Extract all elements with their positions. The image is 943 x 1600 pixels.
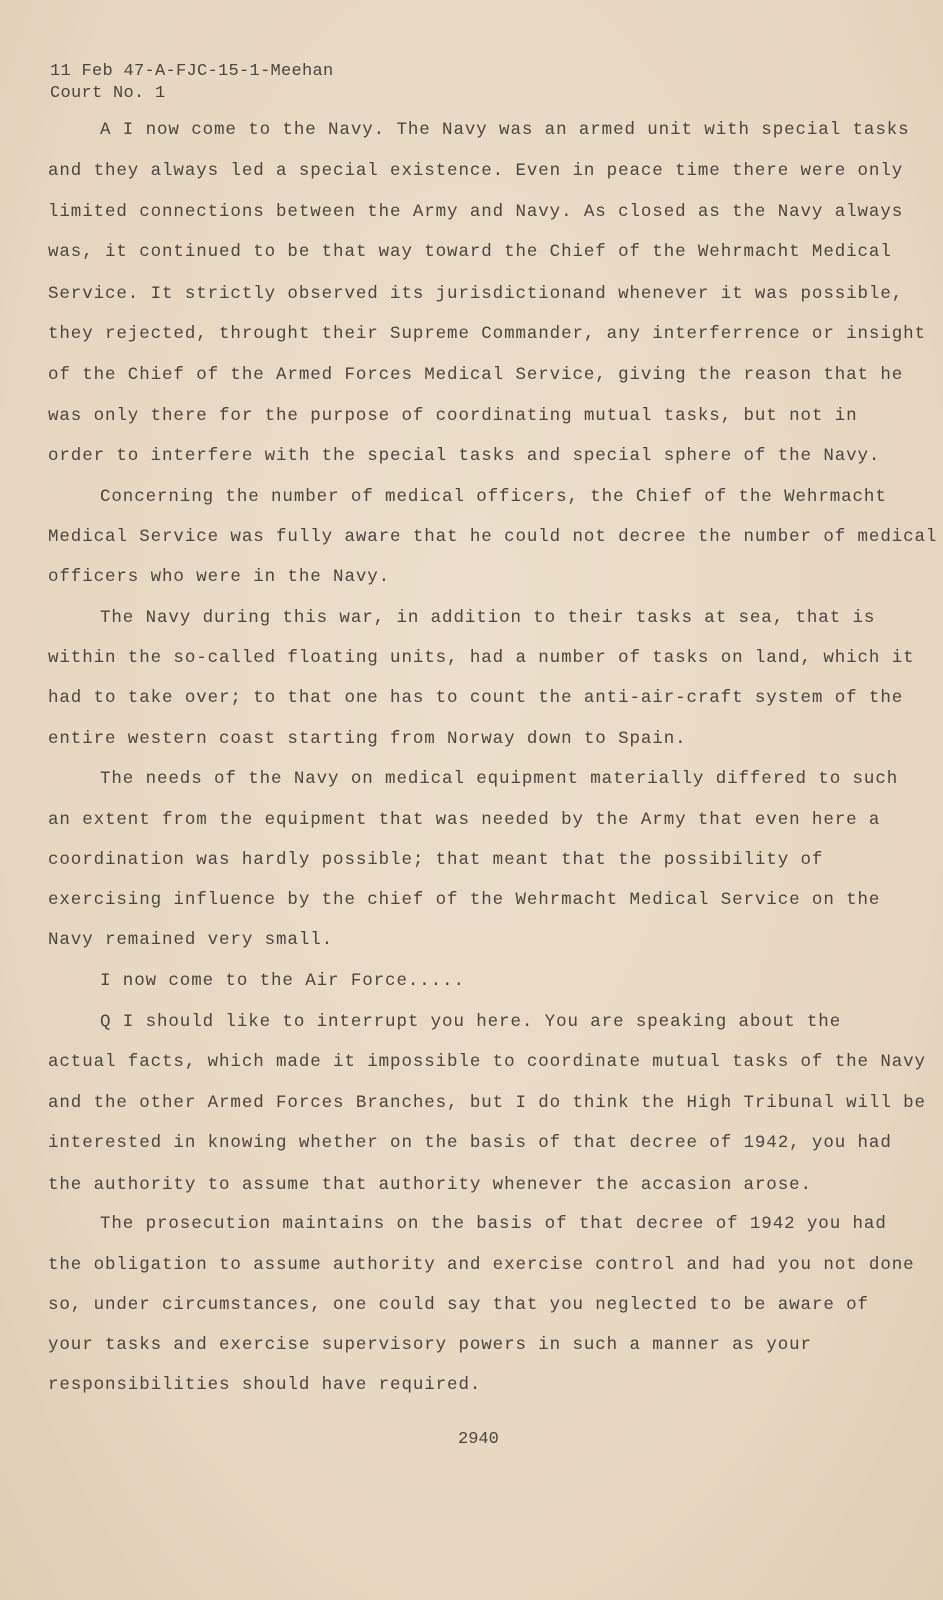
page-number: 2940 bbox=[458, 1430, 499, 1449]
text-line: The prosecution maintains on the basis of that decree of 1942 you had bbox=[100, 1214, 887, 1234]
text-line: interested in knowing whether on the basis of that decree of 1942, you had bbox=[48, 1133, 892, 1153]
text-line: Concerning the number of medical officers, the Chief of the Wehrmacht bbox=[100, 487, 887, 507]
text-line: exercising influence by the chief of the Wehrmacht Medical Service on the bbox=[48, 890, 881, 910]
text-line: The Navy during this war, in addition to their tasks at sea, that is bbox=[100, 608, 876, 628]
text-line: coordination was hardly possible; that meant that the possibility of bbox=[48, 850, 824, 870]
text-line: responsibilities should have required. bbox=[48, 1375, 482, 1395]
text-line: was, it continued to be that way toward the Chief of the Wehrmacht Medical bbox=[48, 242, 892, 262]
text-line: an extent from the equipment that was needed by the Army that even here a bbox=[48, 810, 881, 830]
text-line: I now come to the Air Force..... bbox=[100, 971, 465, 991]
text-line: so, under circumstances, one could say that you neglected to be aware of bbox=[48, 1295, 869, 1315]
text-line: Q I should like to interrupt you here. You are speaking about the bbox=[100, 1012, 842, 1032]
text-line: within the so-called floating units, had a number of tasks on land, which it bbox=[48, 648, 915, 668]
text-line: order to interfere with the special tasks and special sphere of the Navy. bbox=[48, 446, 881, 466]
text-line: they rejected, throught their Supreme Commander, any interferrence or insight bbox=[48, 324, 926, 344]
text-line: the obligation to assume authority and exercise control and had you not done bbox=[48, 1255, 915, 1275]
text-line: Service. It strictly observed its jurisdictionand whenever it was possible, bbox=[48, 284, 904, 304]
text-line: A I now come to the Navy. The Navy was an armed unit with special tasks bbox=[100, 120, 910, 140]
text-line: Navy remained very small. bbox=[48, 930, 334, 950]
text-line: and they always led a special existence. Even in peace time there were only bbox=[48, 161, 904, 181]
text-line: the authority to assume that authority whenever the accasion arose. bbox=[48, 1175, 812, 1195]
text-line: actual facts, which made it impossible to coordinate mutual tasks of the Navy bbox=[48, 1052, 926, 1072]
text-line: of the Chief of the Armed Forces Medical Service, giving the reason that he bbox=[48, 365, 904, 385]
text-line: limited connections between the Army and Navy. As closed as the Navy always bbox=[48, 202, 904, 222]
document-reference: 11 Feb 47-A-FJC-15-1-Meehan bbox=[50, 62, 334, 81]
text-line: entire western coast starting from Norway down to Spain. bbox=[48, 729, 687, 749]
text-line: The needs of the Navy on medical equipment materially differed to such bbox=[100, 769, 899, 789]
text-line: had to take over; to that one has to count the anti-air-craft system of the bbox=[48, 688, 904, 708]
text-line: Medical Service was fully aware that he could not decree the number of medical bbox=[48, 527, 938, 547]
text-line: your tasks and exercise supervisory powers in such a manner as your bbox=[48, 1335, 812, 1355]
text-line: and the other Armed Forces Branches, but I do think the High Tribunal will be bbox=[48, 1093, 926, 1113]
text-line: was only there for the purpose of coordinating mutual tasks, but not in bbox=[48, 406, 858, 426]
text-line: officers who were in the Navy. bbox=[48, 567, 391, 587]
court-number: Court No. 1 bbox=[50, 84, 166, 103]
